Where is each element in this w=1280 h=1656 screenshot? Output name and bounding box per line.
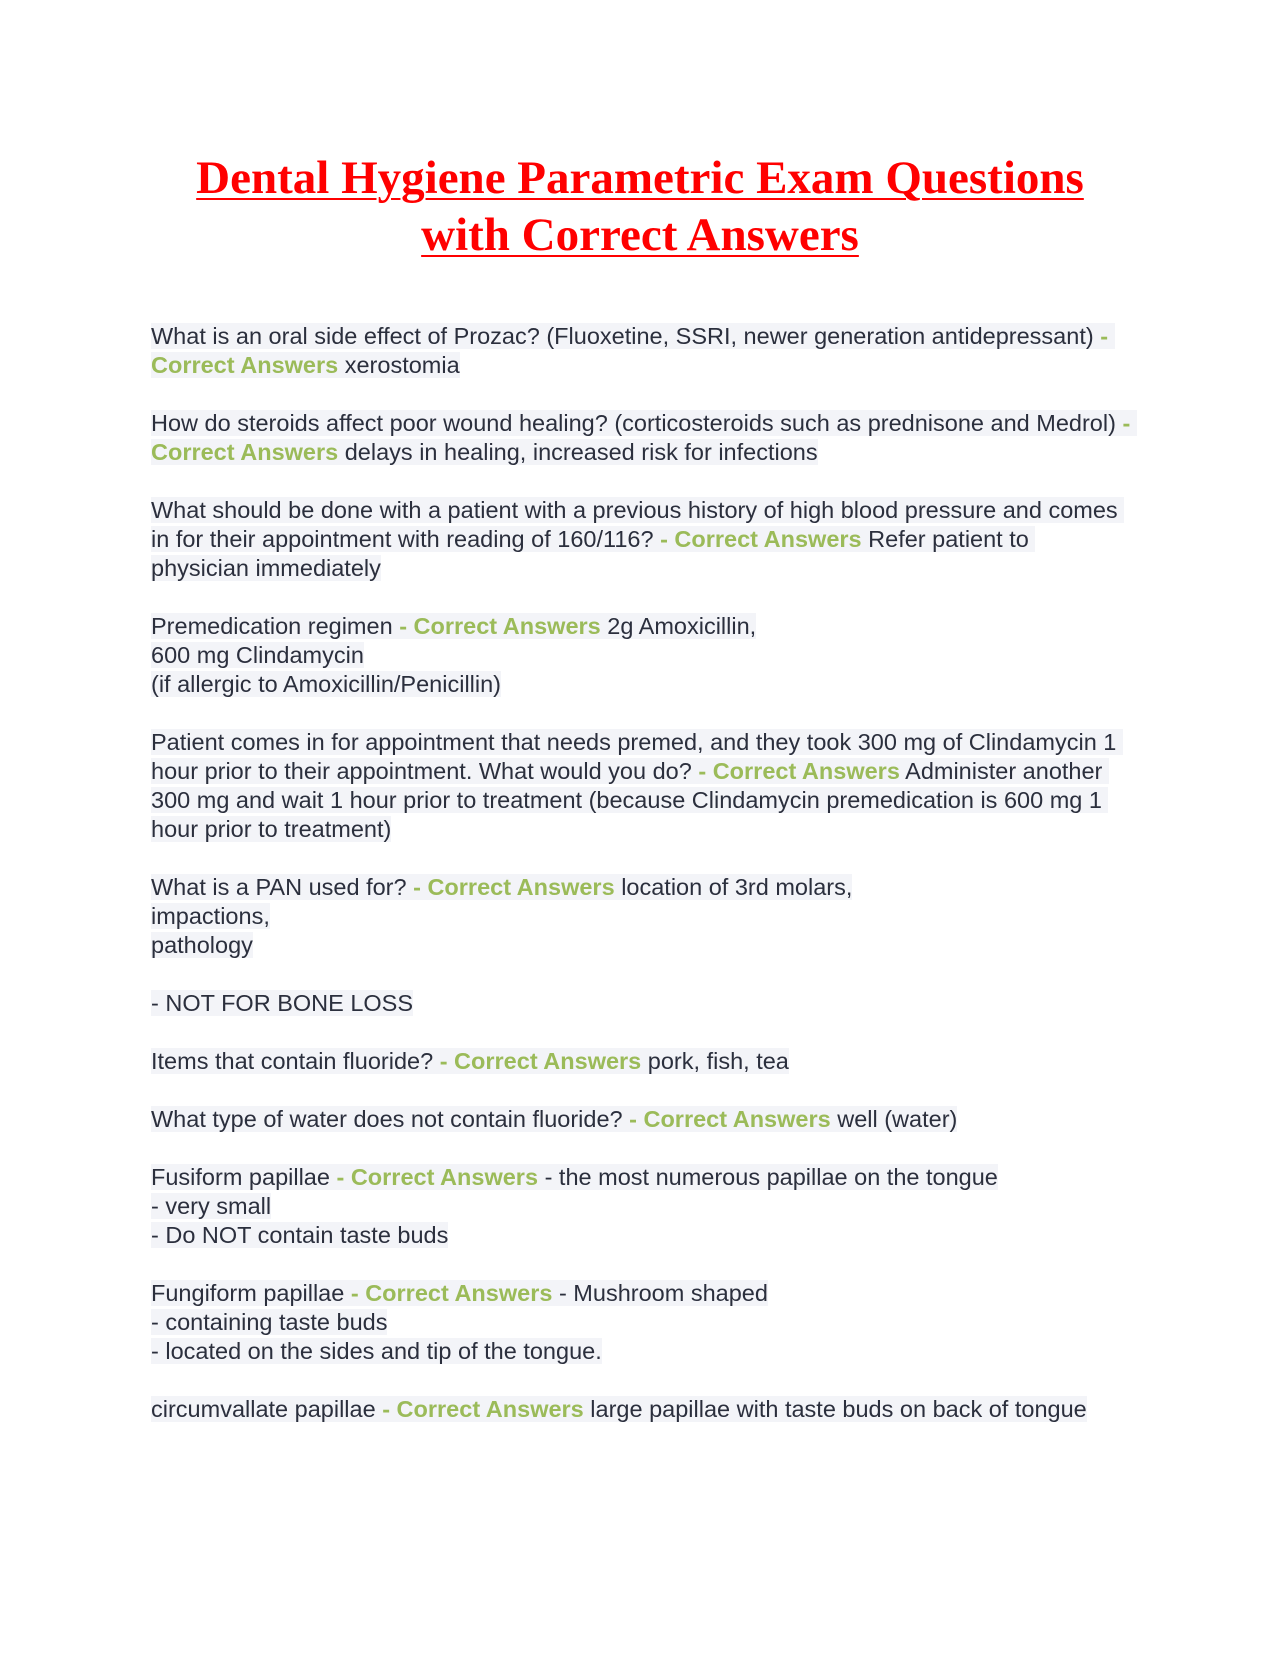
correct-answers-marker: - Correct Answers: [382, 1396, 584, 1422]
answer-text: location of 3rd molars, impactions, pathology - NOT FOR BONE LOSS: [151, 874, 853, 1016]
answer-text: pork, fish, tea: [647, 1048, 789, 1074]
qa-item: [151, 1047, 1131, 1076]
answer-text: 2g Amoxicillin, 600 mg Clindamycin (if allergic to Amoxicillin/Penicillin): [151, 613, 757, 697]
qa-item: [151, 728, 1131, 844]
question-text: Patient comes in for appointment that needs premed, and they took 300 mg of Clindamycin 1 hour prior to their appointment. What would you do?: [151, 729, 1123, 784]
question-text: Fungiform papillae: [151, 1280, 345, 1306]
qa-item: [151, 612, 1131, 699]
title-line-1: Dental Hygiene Parametric Exam Questions: [196, 152, 1084, 204]
question-text: How do steroids affect poor wound healing? (corticosteroids such as prednisone and Medrol): [151, 410, 1116, 436]
document-title: [120, 150, 1160, 264]
answer-text: Refer patient to physician immediately: [151, 526, 1036, 581]
qa-item: [151, 496, 1131, 583]
correct-answers-marker: - Correct Answers: [413, 874, 615, 900]
answer-text: large papillae with taste buds on back of tongue: [590, 1396, 1087, 1422]
answer-text: Administer another 300 mg and wait 1 hour prior to treatment (because Clindamycin premedication is 600 mg 1 hour prior to treatment): [151, 758, 1109, 842]
correct-answers-marker: - Correct Answers: [399, 613, 601, 639]
correct-answers-marker: - Correct Answers: [336, 1164, 539, 1190]
qa-item: [151, 1395, 1131, 1424]
question-text: Fusiform papillae: [151, 1164, 330, 1190]
title-line-2: with Correct Answers: [421, 209, 859, 261]
question-text: Items that contain fluoride?: [151, 1048, 434, 1074]
answer-text: well (water): [837, 1106, 958, 1132]
correct-answers-marker: - Correct Answers: [350, 1280, 553, 1306]
question-text: What is an oral side effect of Prozac? (Fluoxetine, SSRI, newer generation antidepressant): [151, 323, 1094, 349]
question-text: circumvallate papillae: [151, 1396, 376, 1422]
correct-answers-marker: - Correct Answers: [151, 323, 1115, 378]
correct-answers-marker: - Correct Answers: [660, 526, 862, 552]
answer-text: - the most numerous papillae on the tongue - very small - Do NOT contain taste buds: [151, 1164, 998, 1248]
qa-item: [151, 1105, 1131, 1134]
correct-answers-marker: - Correct Answers: [698, 758, 900, 784]
answer-text: xerostomia: [344, 352, 460, 378]
qa-item: [151, 409, 1137, 467]
qa-list: [151, 322, 1137, 1453]
question-text: What is a PAN used for?: [151, 874, 407, 900]
qa-item: [151, 873, 1131, 1018]
qa-item: [151, 1279, 1131, 1366]
question-text: What type of water does not contain fluoride?: [151, 1106, 623, 1132]
correct-answers-marker: - Correct Answers: [629, 1106, 831, 1132]
correct-answers-marker: - Correct Answers: [439, 1048, 642, 1074]
qa-item: [151, 1163, 1131, 1250]
answer-text: - Mushroom shaped - containing taste buds - located on the sides and tip of the tongue.: [151, 1280, 768, 1364]
question-text: Premedication regimen: [151, 613, 393, 639]
answer-text: delays in healing, increased risk for infections: [344, 439, 818, 465]
correct-answers-marker: - Correct Answers: [151, 410, 1137, 465]
qa-item: [151, 322, 1131, 380]
question-text: What should be done with a patient with a previous history of high blood pressure and comes in for their appointment with reading of 160/116?: [151, 497, 1125, 552]
